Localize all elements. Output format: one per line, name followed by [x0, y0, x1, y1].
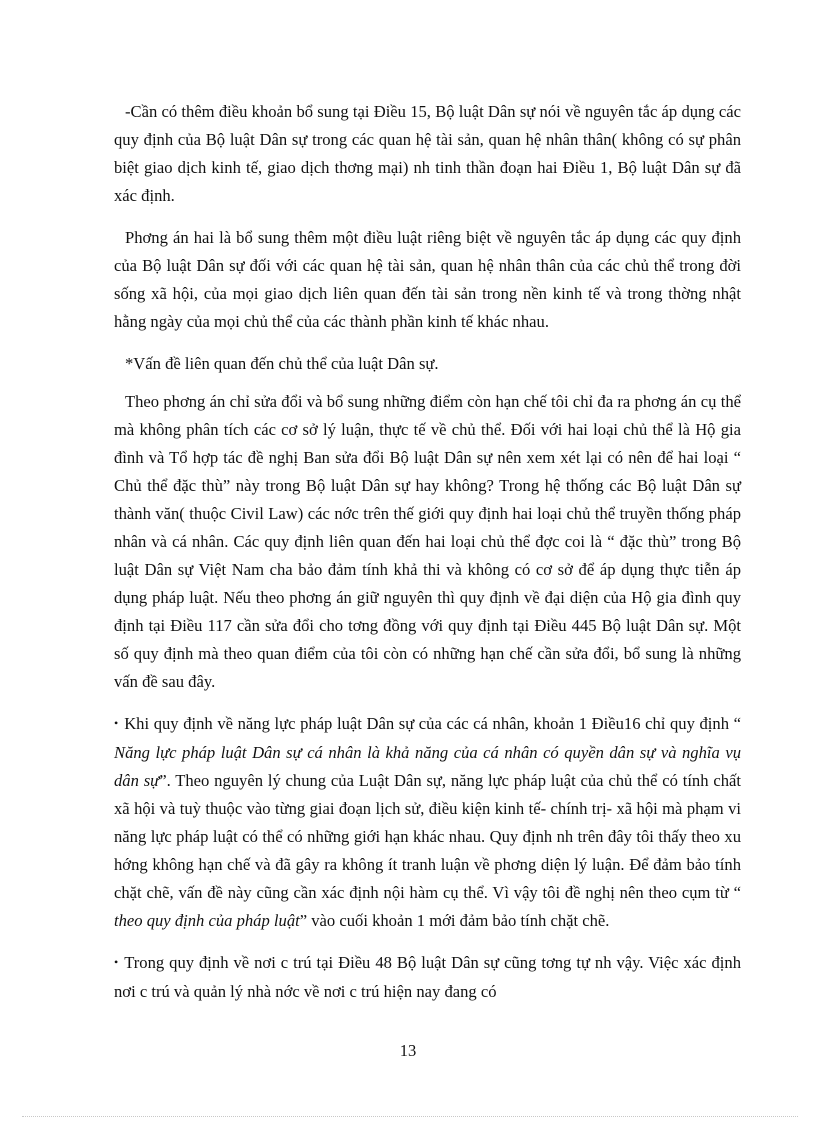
paragraph-2: Phơng án hai là bổ sung thêm một điều luật riêng biệt về nguyên tắc áp dụng các quy định của Bộ luật Dân sự đối với các quan hệ tài sản, quan hệ nhân thân của các chủ thể trong đời sống xã hội, của mọi giao dịch liên quan đến tài sản trong nền kinh tế và trong thờng nhật hằng ngày của mọi chủ thể của các thành phần kinh tế khác nhau.: [114, 228, 741, 331]
page-bottom-border: [22, 1116, 798, 1117]
paragraph-1: -Cần có thêm điều khoản bổ sung tại Điều 15, Bộ luật Dân sự nói về nguyên tắc áp dụng các quy định của Bộ luật Dân sự trong các quan hệ tài sản, quan hệ nhân thân( không có sự phân biệt giao dịch kinh tế, giao dịch thơng mại) nh tinh thần đoạn hai Điều 1, Bộ luật Dân sự đã xác định.: [114, 102, 741, 205]
page-number: 13: [399, 1041, 417, 1060]
bullet-icon: •: [114, 955, 119, 969]
paragraph-6-text: Trong quy định về nơi c trú tại Điều 48 Bộ luật Dân sự cũng tơng tự nh vậy. Việc xác định nơi c trú và quản lý nhà nớc về nơi c trú hiện nay đang có: [114, 953, 741, 1001]
paragraph-5-text-1: Khi quy định về năng lực pháp luật Dân sự của các cá nhân, khoản 1 Điều16 chỉ quy định “: [124, 714, 741, 733]
paragraph-5-text-3: ” vào cuối khoản 1 mới đảm bảo tính chặt chẽ.: [299, 911, 610, 930]
bullet-paragraph-legal-capacity: [114, 710, 741, 935]
paragraph-5-quote-1: Năng lực pháp luật Dân sự cá nhân là khả năng của cá nhân có quyền dân sự và nghĩa vụ dân sự: [114, 743, 741, 790]
section-heading-subject: *Vấn đề liên quan đến chủ thể của luật Dân sự.: [125, 354, 439, 373]
bullet-icon: •: [114, 716, 119, 730]
document-body: [114, 98, 741, 1020]
bullet-paragraph-residence: [114, 949, 741, 1006]
paragraph-4: Theo phơng án chỉ sửa đổi và bổ sung những điểm còn hạn chế tôi chỉ đa ra phơng án cụ thể mà không phân tích các cơ sở lý luận, thực tế về chủ thể. Đối với hai loại chủ thể là Hộ gia đình và Tổ hợp tác đề nghị Ban sửa đổi Bộ luật Dân sự nên xem xét lại có nên để hai loại “ Chủ thể đặc thù” này trong Bộ luật Dân sự hay không? Trong hệ thống các Bộ luật Dân sự thành văn( thuộc Civil Law) các nớc trên thế giới quy định hai loại chủ thể truyền thống pháp nhân và cá nhân. Các quy định liên quan đến hai loại chủ thể đợc coi là “ đặc thù” trong Bộ luật Dân sự Việt Nam cha bảo đảm tính khả thi và không có cơ sở để áp dụng thực tiễn áp dụng pháp luật. Nếu theo phơng án giữ nguyên thì quy định về đại diện của Hộ gia đình quy định tại Điều 117 cần sửa đổi cho tơng đồng với quy định tại Điều 445 Bộ luật Dân sự. Một số quy định mà theo quan điểm của tôi còn có những hạn chế cần sửa đổi, bổ sung là những vấn đề sau đây.: [114, 392, 741, 691]
paragraph-5-text-2: ”. Theo nguyên lý chung của Luật Dân sự, năng lực pháp luật của chủ thể có tính chất xã hội và tuỳ thuộc vào từng giai đoạn lịch sử, điều kiện kinh tế- chính trị- xã hội mà phạm vi năng lực pháp luật có thể có những giới hạn khác nhau. Quy định nh trên đây tôi thấy theo xu hớng không hạn chế và đã gây ra không ít tranh luận về phơng diện lý luận. Để đảm bảo tính chặt chẽ, vấn đề này cũng cần xác định nội hàm cụ thể. Vì vậy tôi đề nghị nên theo cụm từ “: [114, 771, 741, 902]
paragraph-5-quote-2: theo quy định của pháp luật: [114, 911, 300, 930]
